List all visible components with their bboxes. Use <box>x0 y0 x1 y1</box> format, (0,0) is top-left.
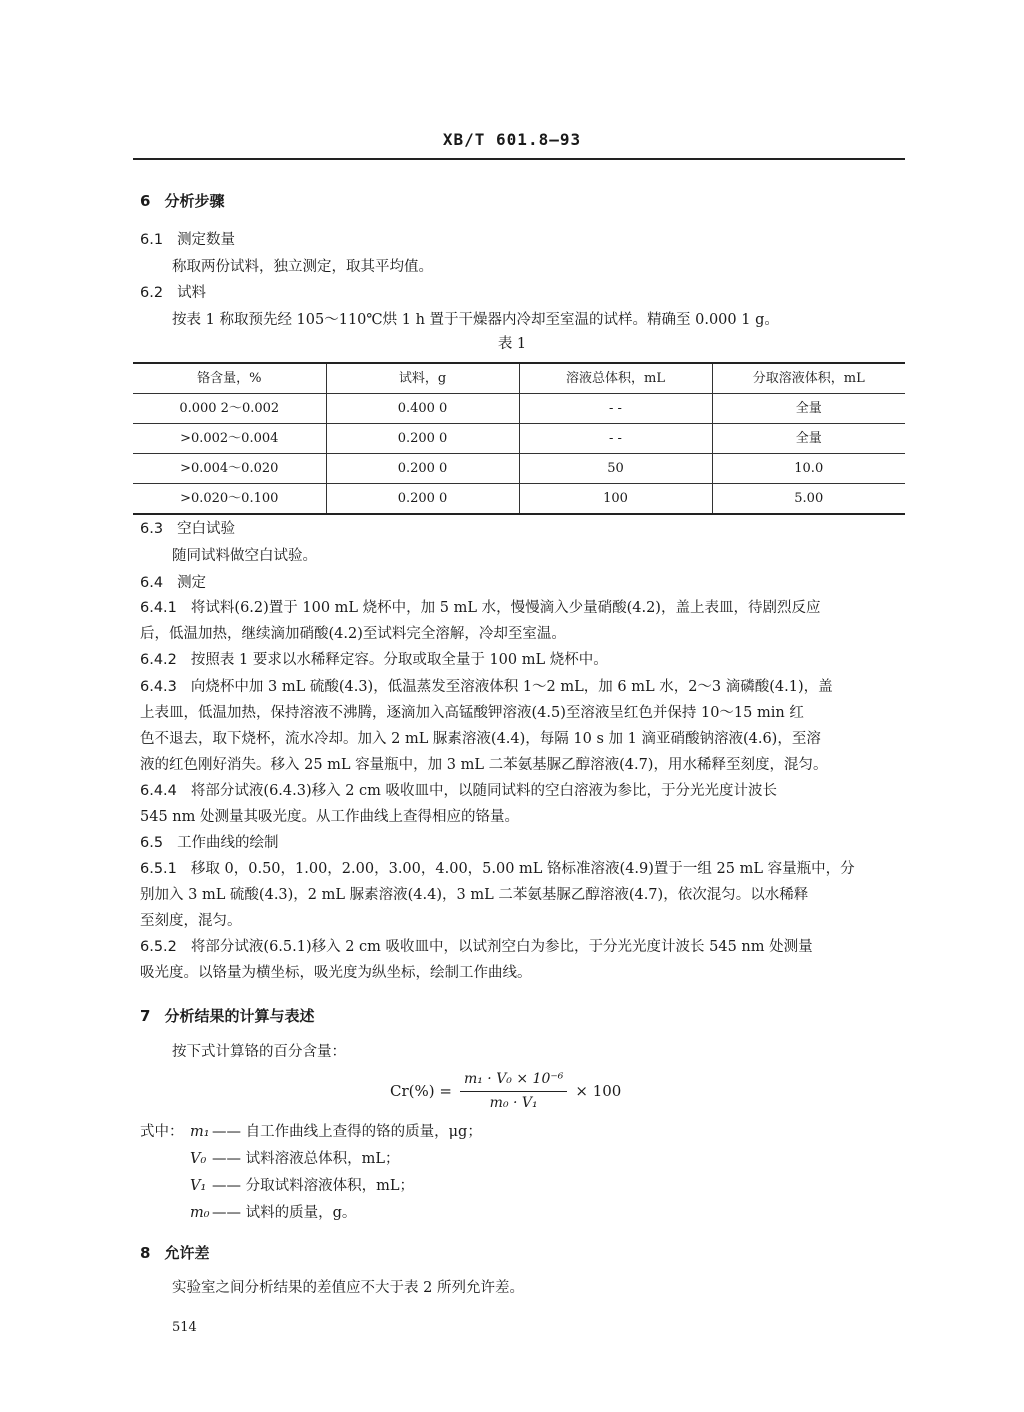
table-cell: >0.002～0.004 <box>133 424 326 454</box>
table-cell: 全量 <box>712 394 905 424</box>
table-cell: 全量 <box>712 424 905 454</box>
paragraph-6-5-1-line: 别加入 3 mL 硫酸(4.3)，2 mL 脲素溶液(4.4)，3 mL 二苯氨基脲乙醇溶液(4.7)，依次混匀。以水稀释 <box>140 887 809 903</box>
paragraph-6-4-3-line: 上表皿，低温加热，保持溶液不沸腾，逐滴加入高锰酸钾溶液(4.5)至溶液呈红色并保持 10～15 min 红 <box>140 705 804 721</box>
paragraph-6-4-4-line: 545 nm 处测量其吸光度。从工作曲线上查得相应的铬量。 <box>140 809 519 825</box>
table-header-cell: 分取溶液体积，mL <box>712 363 905 394</box>
paragraph-6-5-2-line: 吸光度。以铬量为横坐标，吸光度为纵坐标，绘制工作曲线。 <box>140 965 532 981</box>
formula-lhs: Cr(%) = <box>390 1081 452 1100</box>
table-row <box>133 484 905 515</box>
table-cell: >0.004～0.020 <box>133 454 326 484</box>
table-header-cell: 试料，g <box>326 363 519 394</box>
section-6-4-heading: 6.4 测定 <box>140 575 207 591</box>
paragraph-6-5-2-line: 6.5.2 将部分试液(6.5.1)移入 2 cm 吸收皿中，以试剂空白为参比，于分光光度计波长 545 nm 处测量 <box>140 939 813 955</box>
paragraph-6-4-3-line: 6.4.3 向烧杯中加 3 mL 硫酸(4.3)，低温蒸发至溶液体积 1～2 mL，加 6 mL 水，2～3 滴磷酸(4.1)，盖 <box>140 679 833 695</box>
section-6-5-heading: 6.5 工作曲线的绘制 <box>140 835 279 851</box>
table-cell: 100 <box>519 484 712 515</box>
table-1-caption: 表 1 <box>497 336 527 352</box>
section-6-1-text: 称取两份试料，独立测定，取其平均值。 <box>172 259 433 275</box>
table-cell: 10.0 <box>712 454 905 484</box>
table-1 <box>133 362 905 515</box>
section-7-heading: 7 分析结果的计算与表述 <box>140 1007 315 1025</box>
section-8-heading: 8 允许差 <box>140 1244 210 1262</box>
formula-rhs: × 100 <box>575 1081 622 1100</box>
table-cell: 0.200 0 <box>326 484 519 515</box>
variable-definition: m₁ —— 自工作曲线上查得的铬的质量，μg； <box>190 1124 482 1140</box>
standard-code-header: XB/T 601.8—93 <box>442 130 582 149</box>
table-header-row <box>133 363 905 394</box>
table-row <box>133 394 905 424</box>
where-label: 式中： <box>140 1124 184 1140</box>
section-6-heading: 6 分析步骤 <box>140 192 225 210</box>
section-8-text: 实验室之间分析结果的差值应不大于表 2 所列允许差。 <box>172 1280 524 1296</box>
variable-definition: V₁ —— 分取试料溶液体积，mL； <box>190 1178 414 1194</box>
paragraph-6-4-4-line: 6.4.4 将部分试液(6.4.3)移入 2 cm 吸收皿中，以随同试料的空白溶液为参比，于分光光度计波长 <box>140 783 778 799</box>
formula-numerator: m₁ · V₀ × 10⁻⁶ <box>460 1069 567 1092</box>
table-header-cell: 溶液总体积，mL <box>519 363 712 394</box>
variable-definition: m₀ —— 试料的质量，g。 <box>190 1205 357 1221</box>
table-cell: 0.400 0 <box>326 394 519 424</box>
table-row <box>133 424 905 454</box>
table-cell: - - <box>519 394 712 424</box>
paragraph-6-4-1-line: 后，低温加热，继续滴加硝酸(4.2)至试料完全溶解，冷却至室温。 <box>140 626 566 642</box>
paragraph-6-4-3-line: 色不退去，取下烧杯，流水冷却。加入 2 mL 脲素溶液(4.4)，每隔 10 s 加 1 滴亚硝酸钠溶液(4.6)，至溶 <box>140 731 821 747</box>
paragraph-6-4-2-line: 6.4.2 按照表 1 要求以水稀释定容。分取或取全量于 100 mL 烧杯中。 <box>140 652 608 668</box>
section-6-2-text: 按表 1 称取预先经 105～110℃烘 1 h 置于干燥器内冷却至室温的试样。精确至 0.000 1 g。 <box>172 312 779 328</box>
formula-intro: 按下式计算铬的百分含量： <box>172 1044 346 1060</box>
page-number: 514 <box>172 1320 197 1335</box>
table-cell: >0.020～0.100 <box>133 484 326 515</box>
paragraph-6-5-1-line: 6.5.1 移取 0，0.50，1.00，2.00，3.00，4.00，5.00 mL 铬标准溶液(4.9)置于一组 25 mL 容量瓶中，分 <box>140 861 855 877</box>
table-cell: 0.000 2～0.002 <box>133 394 326 424</box>
table-cell: 0.200 0 <box>326 454 519 484</box>
table-row <box>133 454 905 484</box>
table-cell: 0.200 0 <box>326 424 519 454</box>
paragraph-6-5-1-line: 至刻度，混匀。 <box>140 913 242 929</box>
header-rule <box>133 158 905 160</box>
chromium-formula <box>390 1066 621 1116</box>
section-6-3-text: 随同试料做空白试验。 <box>172 548 317 564</box>
formula-denominator: m₀ · V₁ <box>489 1094 538 1111</box>
section-6-3-heading: 6.3 空白试验 <box>140 521 236 537</box>
section-6-2-heading: 6.2 试料 <box>140 285 207 301</box>
paragraph-6-4-1-line: 6.4.1 将试料(6.2)置于 100 mL 烧杯中，加 5 mL 水，慢慢滴入少量硝酸(4.2)，盖上表皿，待剧烈反应 <box>140 600 821 616</box>
formula-fraction <box>460 1069 567 1114</box>
table-cell: - - <box>519 424 712 454</box>
section-6-1-heading: 6.1 测定数量 <box>140 232 236 248</box>
variable-definition: V₀ —— 试料溶液总体积，mL； <box>190 1151 400 1167</box>
table-cell: 5.00 <box>712 484 905 515</box>
table-header-cell: 铬含量，% <box>133 363 326 394</box>
table-cell: 50 <box>519 454 712 484</box>
paragraph-6-4-3-line: 液的红色刚好消失。移入 25 mL 容量瓶中，加 3 mL 二苯氨基脲乙醇溶液(4.7)，用水稀释至刻度，混匀。 <box>140 757 828 773</box>
